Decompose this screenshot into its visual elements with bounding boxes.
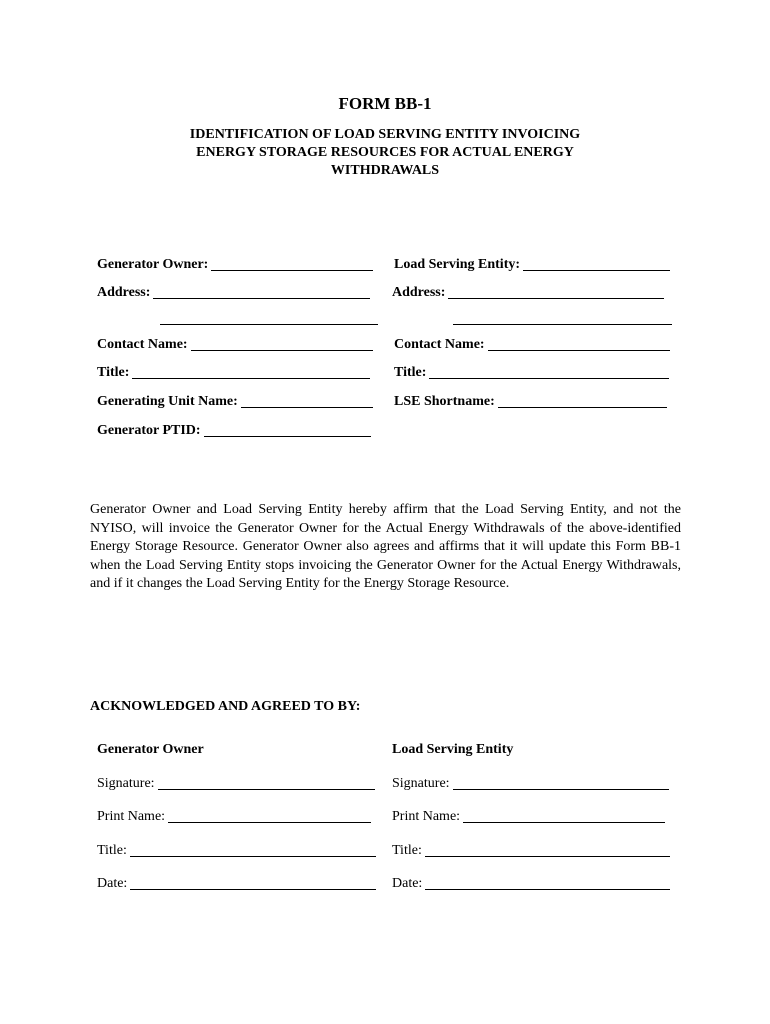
generator-owner-column-heading: Generator Owner [97, 742, 204, 757]
form-title: FORM BB-1 [338, 94, 432, 113]
lse-address-label: Address: [392, 285, 446, 300]
lse-address-line[interactable] [448, 298, 664, 299]
load-serving-entity-label: Load Serving Entity: [394, 257, 521, 272]
lse-address-line-2[interactable] [453, 324, 672, 325]
lse-contact-title-label: Title: [394, 365, 427, 380]
generator-owner-field[interactable] [97, 257, 373, 273]
generator-owner-line[interactable] [211, 270, 373, 271]
generator-contact-title-line[interactable] [132, 378, 370, 379]
generator-contact-title-label: Title: [97, 365, 130, 380]
generator-date-label: Date: [97, 876, 128, 891]
lse-date-field[interactable] [392, 876, 670, 892]
lse-contact-name-label: Contact Name: [394, 337, 485, 352]
affirmation-paragraph: Generator Owner and Load Serving Entity hereby affirm that the Load Serving Entity, and not the NYISO, will invoice the Generator Owner for the Actual Energy Withdrawals of the above-identified Energy Storage Resource. Generator Owner also agrees and affirms that it will update this Form BB-1 when the Load Serving Entity stops invoicing the Generator Owner for the Actual Energy Withdrawals, and if it changes the Load Serving Entity for the Energy Storage Resource. [90, 502, 681, 591]
lse-contact-title-line[interactable] [429, 378, 669, 379]
generating-unit-name-label: Generating Unit Name: [97, 394, 238, 409]
load-serving-entity-field[interactable] [394, 257, 670, 273]
lse-signature-field[interactable] [392, 776, 669, 792]
generator-address-line[interactable] [153, 298, 370, 299]
generator-signature-line[interactable] [158, 789, 375, 790]
generator-date-field[interactable] [97, 876, 376, 892]
generator-owner-label: Generator Owner: [97, 257, 209, 272]
generating-unit-name-field[interactable] [97, 394, 373, 410]
generator-print-name-field[interactable] [97, 809, 371, 825]
form-subtitle [0, 126, 770, 180]
lse-address-field[interactable] [392, 285, 664, 301]
lse-contact-title-field[interactable] [394, 365, 669, 381]
load-serving-entity-line[interactable] [523, 270, 670, 271]
lse-print-name-label: Print Name: [392, 809, 461, 824]
generator-contact-title-field[interactable] [97, 365, 370, 381]
generator-signature-label: Signature: [97, 776, 155, 791]
generator-contact-name-line[interactable] [191, 350, 373, 351]
generator-sign-title-label: Title: [97, 843, 127, 858]
lse-shortname-line[interactable] [498, 407, 667, 408]
lse-contact-name-field[interactable] [394, 337, 670, 353]
lse-date-label: Date: [392, 876, 423, 891]
lse-sign-title-label: Title: [392, 843, 422, 858]
generator-ptid-line[interactable] [204, 436, 371, 437]
subtitle-line: WITHDRAWALS [330, 163, 440, 178]
generator-contact-name-label: Contact Name: [97, 337, 188, 352]
generator-print-name-label: Print Name: [97, 809, 166, 824]
generator-address-line-2[interactable] [160, 324, 378, 325]
generator-date-line[interactable] [130, 889, 376, 890]
generator-sign-title-field[interactable] [97, 843, 376, 859]
generator-address-field[interactable] [97, 285, 370, 301]
lse-sign-title-field[interactable] [392, 843, 670, 859]
lse-shortname-field[interactable] [394, 394, 667, 410]
lse-date-line[interactable] [425, 889, 670, 890]
generator-ptid-label: Generator PTID: [97, 423, 201, 438]
acknowledgement-heading: ACKNOWLEDGED AND AGREED TO BY: [90, 699, 361, 714]
lse-print-name-line[interactable] [463, 822, 665, 823]
lse-signature-label: Signature: [392, 776, 450, 791]
lse-shortname-label: LSE Shortname: [394, 394, 495, 409]
subtitle-line: IDENTIFICATION OF LOAD SERVING ENTITY INVOICING [189, 127, 581, 142]
lse-contact-name-line[interactable] [488, 350, 670, 351]
subtitle-line: ENERGY STORAGE RESOURCES FOR ACTUAL ENERGY [196, 145, 574, 160]
generator-print-name-line[interactable] [168, 822, 371, 823]
generator-ptid-field[interactable] [97, 423, 371, 439]
generator-contact-name-field[interactable] [97, 337, 373, 353]
lse-signature-line[interactable] [453, 789, 669, 790]
generating-unit-name-line[interactable] [241, 407, 373, 408]
generator-signature-field[interactable] [97, 776, 375, 792]
lse-column-heading: Load Serving Entity [392, 742, 514, 757]
lse-sign-title-line[interactable] [425, 856, 670, 857]
lse-print-name-field[interactable] [392, 809, 665, 825]
generator-address-label: Address: [97, 285, 151, 300]
generator-sign-title-line[interactable] [130, 856, 376, 857]
